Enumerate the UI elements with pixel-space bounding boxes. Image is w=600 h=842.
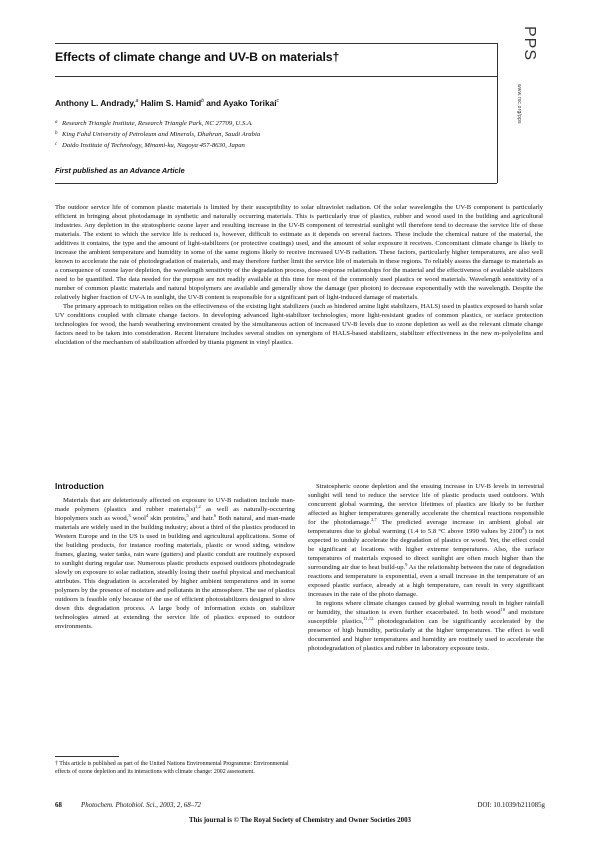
affiliation-label: b [55, 130, 58, 136]
affiliation-text: King Fahd University of Petroleum and Minerals, Dhahran, Saudi Arabia [62, 130, 261, 138]
affiliation-text: Daido Institute of Technology, Minami-ku, Nagoya 457-8630, Japan [62, 141, 245, 149]
page-footer [55, 802, 545, 812]
footnote: † This article is published as part of the United Nations Environmental Programme: Environmental effects of ozone depletion and its interactions with climate change: 2002 assessment. [55, 761, 289, 775]
body-paragraph: Stratospheric ozone depletion and the ensuing increase in UV-B levels in terrestrial sunlight will tend to reduce the service life of plastic products used outdoors. With concurrent global warming, the service lifetimes of plastics are likely to be further affected as higher temperatures generally accelerate the chemical reactions responsible for the photodamage.$^{2,7}$ The predicted average increase in ambient global air temperatures due to global warming (1.4 to 5.8 °C above 1990 values by 2100$^8$) is not expected to unduly accelerate the degradation of plastics or wood. Yet, the effect could be significant at locations with higher extreme temperatures. Also, the surface temperatures of materials exposed to direct sunlight are often much higher than the surrounding air due to heat build-up.$^9$ As the relationship between the rate of degradation reactions and temperature is exponential, even a small increase in the temperature of an exposed plastic surface, already at a high temperature, can result in very significant increases in the rate of the photo damage. [308, 483, 544, 598]
affiliation [55, 129, 495, 140]
author-name: and Ayako Torikai [203, 98, 277, 108]
footnote-rule [55, 756, 119, 757]
citation-ref: 9 [405, 561, 408, 567]
citation-ref: 11,12 [363, 615, 374, 621]
body-paragraph: In regions where climate changes caused by global warming result in higher rainfall or humidity, the situation is even further exacerbated. In both wood$^{10}$ and moisture susceptible plastics,$^{11,12}$ photodegradation can be significantly accelerated by the presence of high humidity, particularly at the higher temperatures. The effect is well documented and higher temperatures and humidity are routinely used to accelerate the photodegradation of plastics and rubber in laboratory exposure tests. [308, 600, 544, 652]
author-affil-mark: c [276, 98, 279, 105]
author-affil-mark: a [135, 98, 139, 105]
title-rule-top [55, 43, 497, 44]
citation-ref: 10 [500, 606, 506, 612]
affiliation-label: a [55, 120, 58, 125]
citation-ref: 2,7 [371, 516, 377, 522]
citation-ref: 3 [128, 512, 131, 518]
journal-web-address: www.rsc.org/pps [516, 84, 522, 124]
citation-ref: 1,2 [195, 503, 201, 509]
affiliation-list [55, 118, 495, 150]
journal-logo: PPS [521, 26, 538, 62]
journal-citation: Photochem. Photobiol. Sci., 2003, 2, 68–72 [81, 802, 201, 809]
author-list [55, 98, 475, 108]
citation-ref: 6 [214, 512, 217, 518]
title-rule-bottom [55, 76, 497, 77]
advance-article-note: First published as an Advance Article [55, 166, 185, 175]
abstract-paragraph: The primary approach to mitigation relies on the effectiveness of the existing light stabilizers (such as hindered amine light stabilizers, HALS) used in plastics exposed to harsh solar UV conditions coupled with climate change factors. In developing advanced light-stabilizer technologies, more light-resistant grades of common plastics, or surface protection technologies for wood, the harsh weathering environment created by the simultaneous action of increased UV-B levels due to ozone depletion as well as the relevant climate change factors need to be taken into consideration. Recent literature includes several studies on synergism of HALS-based stabilizers, stabilizer effectiveness in the new m-polyolefins and elucidation of the mechanism of stabilization afforded by titania pigment in vinyl plastics. [55, 303, 543, 346]
article-title: Effects of climate change and UV-B on materials† [55, 50, 340, 64]
affiliation [55, 140, 495, 151]
header-divider [497, 43, 498, 183]
citation-ref: 5 [186, 512, 189, 518]
affiliation-text: Research Triangle Institute, Research Triangle Park, NC 27709, U.S.A. [62, 120, 253, 127]
body-column-left [55, 482, 295, 631]
abstract-paragraph: The outdoor service life of common plastic materials is limited by their susceptibility to solar ultraviolet radiation. Of the solar wavelengths the UV-B component is particularly efficient in bringing about photodamage in synthetic and naturally occurring materials. This is particularly true of plastics, rubber and wood used in the building and agricultural industries. Any depletion in the stratospheric ozone layer and resulting increase in the UV-B component of terrestrial sunlight will therefore tend to decrease the service life of these materials. The extent to which the service life is reduced is, however, difficult to estimate as it depends on several factors. These include the chemical nature of the material, the additives it contains, the type and the amount of light-stabilizers (or protective coatings) used, and the amount of solar exposure it receives. Concomitant climate change is likely to increase the ambient temperature and humidity in some of the same regions likely to receive increased UV-B radiation. These factors, particularly higher temperatures, are also well known to accelerate the rate of photodegradation of materials, and may therefore further limit the service life of materials in these regions. To reliably assess the damage to materials as a consequence of ozone layer depletion, the wavelength sensitivity of the degradation process, dose-response relationships for the material and the effectiveness of available stabilizers need to be quantified. The data needed for the purpose are not readily available at this time for most of the commonly used plastics or wood materials. Wavelength sensitivity of a number of common plastic materials and natural biopolymers are available and generally show the damage (per photon) to decrease exponentially with the wavelength. Despite the relatively higher fraction of UV-A in sunlight, the UV-B content is responsible for a significant part of light-induced damage of materials. [55, 204, 543, 301]
author-name: Halim S. Hamid [138, 98, 202, 108]
page-number: 68 [55, 802, 62, 809]
author-affil-mark: b [201, 98, 204, 105]
section-heading-introduction: Introduction [55, 481, 104, 491]
doi[interactable]: DOI: 10.1039/b211085g [477, 802, 545, 809]
citation-ref: 8 [522, 525, 525, 531]
body-column-right [308, 482, 544, 653]
affiliation-label: c [55, 141, 58, 147]
citation-ref: 4 [145, 512, 149, 518]
affiliation [55, 118, 495, 129]
copyright-notice: This journal is © The Royal Society of Chemistry and Owner Societies 2003 [189, 817, 411, 824]
body-paragraph: Materials that are deleteriously affected on exposure to UV-B radiation include man-made polymers (plastics and rubber materials)$^{1,2}$ as well as naturally-occurring biopolymers such as wood,$^3$ wool$^4$ skin proteins,$^5$ and hair.$^6$ Both natural, and man-made materials are widely used in the building industry; about a third of the plastics produced in Western Europe and in the US is used in building and agricultural applications. Some of the building products, for instance roofing materials, plastic or wood siding, window frames, glazing, water tanks, rain ware (gutters) and plastic conduit are routinely exposed to sunlight during regular use. Numerous plastic products exposed outdoors photodegrade slowly on exposure to solar radiation, steadily losing their useful physical and mechanical attributes. This degradation is accelerated by higher ambient temperatures and in some polymers by the presence of moisture and pollutants in the atmosphere. The use of plastics outdoors is feasible only because of the use of efficient photostabilizers designed to slow down this degradation process. A large body of information exists on stabilizer technologies aimed at extending the service life of plastics exposed to outdoor environments. [55, 497, 296, 630]
abstract [55, 203, 543, 347]
abstract-rule [55, 183, 497, 184]
author-name: Anthony L. Andrady, [55, 98, 136, 108]
